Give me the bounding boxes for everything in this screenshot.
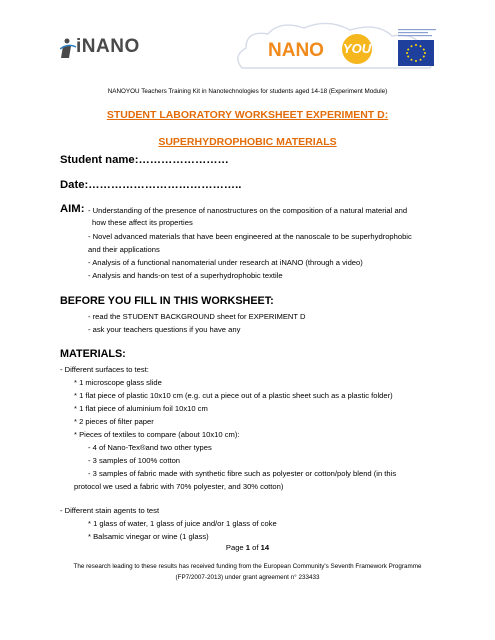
before-line: - ask your teachers questions if you have any	[88, 325, 241, 334]
date-field: Date:…………………………………..	[60, 179, 242, 191]
aim-line: - Understanding of the presence of nanostructures on the composition of a natural material and	[88, 206, 408, 215]
eu-flag-icon	[398, 40, 434, 66]
materials-line: * 1 microscope glass slide	[74, 378, 162, 387]
page-number	[0, 543, 495, 552]
materials-line: - 4 of Nano-Tex®and two other types	[88, 443, 212, 452]
worksheet-subtitle: SUPERHYDROPHOBIC MATERIALS	[158, 136, 337, 148]
page-of: of	[252, 543, 259, 552]
worksheet-title: STUDENT LABORATORY WORKSHEET EXPERIMENT D:	[106, 109, 389, 121]
aim-line: - Novel advanced materials that have been engineered at the nanoscale to be superhydrophobic	[88, 232, 412, 241]
page-prefix: Page	[225, 543, 244, 552]
aim-line: - Analysis of a functional nanomaterial under research at iNANO (through a video)	[88, 258, 363, 267]
materials-line: - Different stain agents to test	[60, 506, 160, 515]
header-line: NANOYOU Teachers Training Kit in Nanotechnologies for students aged 14-18 (Experiment Module)	[107, 88, 388, 95]
nanoyou-circle-text: YOU	[342, 34, 372, 64]
grant-note: (FP7/2007-2013) under grant agreement n° 233433	[175, 574, 320, 581]
eu-caption-lines	[398, 29, 458, 38]
materials-line: protocol we used a fabric with 70% polyester, and 30% cotton)	[74, 482, 284, 491]
student-name-field: Student name:……………………	[60, 154, 229, 166]
page-total: 14	[260, 543, 270, 552]
materials-line: * 1 glass of water, 1 glass of juice and/or 1 glass of coke	[88, 519, 277, 528]
aim-line: how these affect its properties	[92, 218, 193, 227]
materials-line: * 1 flat piece of aluminium foil 10x10 cm	[74, 404, 208, 413]
materials-heading: MATERIALS:	[60, 348, 126, 360]
materials-line: * Pieces of textiles to compare (about 10x10 cm):	[74, 430, 240, 439]
aim-line: and their applications	[88, 245, 160, 254]
aim-line: - Analysis and hands-on test of a superhydrophobic textile	[88, 271, 283, 280]
page-current: 1	[245, 543, 251, 552]
materials-line: * 1 flat piece of plastic 10x10 cm (e.g. cut a piece out of a plastic sheet such as a plastic folder)	[74, 391, 393, 400]
before-heading: BEFORE YOU FILL IN THIS WORKSHEET:	[60, 295, 274, 307]
materials-line: - 3 samples of 100% cotton	[88, 456, 181, 465]
nanoyou-logo-text: NANO	[268, 40, 324, 61]
funding-note: The research leading to these results has received funding from the European Community's Seventh Framework Programme	[73, 563, 422, 570]
inano-swoosh-icon	[60, 37, 76, 59]
materials-line: - 3 samples of fabric made with synthetic fibre such as polyester or cotton/poly blend (in this	[88, 469, 397, 478]
inano-logo-text: iNANO	[76, 36, 140, 57]
aim-label: AIM:	[60, 203, 85, 215]
materials-line: * Balsamic vinegar or wine (1 glass)	[88, 532, 209, 541]
materials-line: * 2 pieces of filter paper	[74, 417, 154, 426]
inano-logo	[60, 36, 150, 58]
materials-line: - Different surfaces to test:	[60, 365, 149, 374]
eu-stars-icon	[398, 40, 434, 66]
eu-caption-icon	[398, 29, 438, 37]
before-line: - read the STUDENT BACKGROUND sheet for EXPERIMENT D	[88, 312, 306, 321]
